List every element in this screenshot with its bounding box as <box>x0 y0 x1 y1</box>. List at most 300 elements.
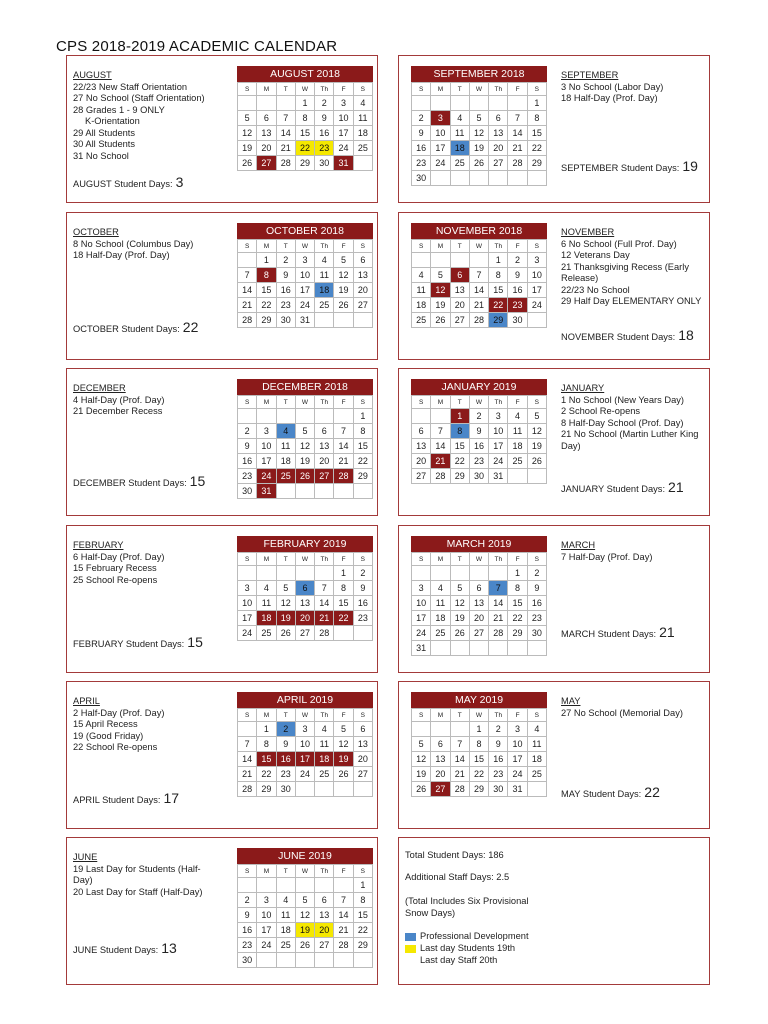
weekday-label: W <box>470 553 489 566</box>
student-days-value: 13 <box>161 940 177 956</box>
day-cell: 9 <box>277 737 296 752</box>
day-cell: 8 <box>296 111 315 126</box>
day-cell: 21 <box>238 298 257 313</box>
empty-day-cell <box>470 641 489 656</box>
day-cell: 10 <box>296 268 315 283</box>
day-cell: 23 <box>470 454 489 469</box>
day-cell: 28 <box>334 469 353 484</box>
day-cell: 7 <box>315 581 334 596</box>
weekday-label: S <box>528 83 547 96</box>
empty-day-cell <box>315 484 334 499</box>
weekday-label: W <box>296 83 315 96</box>
empty-day-cell <box>296 484 315 499</box>
day-cell: 29 <box>257 782 276 797</box>
day-cell: 15 <box>470 752 489 767</box>
student-days-label: FEBRUARY Student Days: <box>73 639 185 649</box>
empty-day-cell <box>315 878 334 893</box>
calendar-days-grid <box>411 708 547 797</box>
day-cell: 5 <box>296 893 315 908</box>
day-cell: 4 <box>315 722 334 737</box>
month-notes <box>73 540 218 586</box>
day-cell: 19 <box>412 767 431 782</box>
day-cell: 4 <box>528 722 547 737</box>
empty-day-cell <box>354 626 373 641</box>
day-cell: 17 <box>296 283 315 298</box>
day-cell: 17 <box>431 141 450 156</box>
empty-day-cell <box>412 253 431 268</box>
day-cell: 7 <box>431 424 450 439</box>
empty-day-cell <box>489 171 508 186</box>
day-cell: 26 <box>277 626 296 641</box>
legend-professional-label: Professional Development <box>420 931 529 941</box>
event-item: 19 Last Day for Students (Half-Day) <box>73 863 201 885</box>
day-cell: 15 <box>451 439 470 454</box>
day-cell: 24 <box>508 767 527 782</box>
day-cell: 6 <box>431 737 450 752</box>
day-cell: 5 <box>334 253 353 268</box>
calendar-days-grid <box>411 82 547 186</box>
month-panel-feb <box>66 525 378 673</box>
calendar-jun <box>237 848 373 968</box>
day-cell: 24 <box>257 938 276 953</box>
weekday-label: S <box>412 240 431 253</box>
day-cell: 18 <box>277 923 296 938</box>
day-cell: 17 <box>238 611 257 626</box>
day-cell: 30 <box>470 469 489 484</box>
day-cell: 10 <box>528 268 547 283</box>
empty-day-cell <box>431 722 450 737</box>
weekday-label: W <box>470 240 489 253</box>
day-cell: 12 <box>451 596 470 611</box>
calendar-header: FEBRUARY 2019 <box>237 536 373 552</box>
day-cell: 22 <box>334 611 353 626</box>
student-days <box>561 327 694 343</box>
day-cell: 22 <box>354 454 373 469</box>
weekday-label: T <box>277 396 296 409</box>
empty-day-cell <box>451 253 470 268</box>
empty-day-cell <box>489 641 508 656</box>
empty-day-cell <box>334 484 353 499</box>
day-cell: 4 <box>277 424 296 439</box>
day-cell: 8 <box>257 737 276 752</box>
calendar-header: MAY 2019 <box>411 692 547 708</box>
weekday-label: Th <box>315 553 334 566</box>
day-cell: 3 <box>257 893 276 908</box>
month-notes <box>561 696 706 719</box>
day-cell: 1 <box>451 409 470 424</box>
weekday-label: F <box>508 240 527 253</box>
day-cell: 29 <box>257 313 276 328</box>
day-cell: 26 <box>296 469 315 484</box>
empty-day-cell <box>508 469 527 484</box>
day-cell: 15 <box>354 908 373 923</box>
event-item: 4 Half-Day (Prof. Day) <box>73 394 165 405</box>
empty-day-cell <box>238 253 257 268</box>
day-cell: 7 <box>277 111 296 126</box>
day-cell: 15 <box>508 596 527 611</box>
day-cell: 3 <box>508 722 527 737</box>
event-item: 28 Grades 1 - 9 ONLY <box>73 104 165 115</box>
event-item: 2 Half-Day (Prof. Day) <box>73 707 165 718</box>
weekday-label: F <box>334 83 353 96</box>
day-cell: 13 <box>315 908 334 923</box>
day-cell: 6 <box>470 581 489 596</box>
day-cell: 7 <box>451 737 470 752</box>
day-cell: 4 <box>257 581 276 596</box>
day-cell: 8 <box>334 581 353 596</box>
day-cell: 15 <box>334 596 353 611</box>
weekday-label: T <box>451 396 470 409</box>
empty-day-cell <box>489 566 508 581</box>
day-cell: 8 <box>354 893 373 908</box>
weekday-label: W <box>470 396 489 409</box>
day-cell: 4 <box>451 111 470 126</box>
empty-day-cell <box>296 953 315 968</box>
weekday-label: W <box>470 83 489 96</box>
day-cell: 25 <box>257 626 276 641</box>
day-cell: 9 <box>238 908 257 923</box>
day-cell: 5 <box>296 424 315 439</box>
day-cell: 12 <box>470 126 489 141</box>
day-cell: 2 <box>238 893 257 908</box>
day-cell: 19 <box>277 611 296 626</box>
day-cell: 24 <box>489 454 508 469</box>
weekday-label: S <box>412 553 431 566</box>
day-cell: 12 <box>334 737 353 752</box>
day-cell: 1 <box>508 566 527 581</box>
weekday-label: S <box>354 83 373 96</box>
day-cell: 16 <box>238 454 257 469</box>
day-cell: 18 <box>354 126 373 141</box>
day-cell: 31 <box>489 469 508 484</box>
snow-days-note: (Total Includes Six Provisional Snow Days) <box>405 896 529 918</box>
calendar-header: AUGUST 2018 <box>237 66 373 82</box>
weekday-label: T <box>277 865 296 878</box>
day-cell: 26 <box>470 156 489 171</box>
day-cell: 18 <box>451 141 470 156</box>
day-cell: 30 <box>238 953 257 968</box>
calendar-header: OCTOBER 2018 <box>237 223 373 239</box>
month-name: OCTOBER <box>73 227 119 237</box>
weekday-label: F <box>508 709 527 722</box>
day-cell: 14 <box>315 596 334 611</box>
day-cell: 20 <box>431 767 450 782</box>
month-panel-may <box>398 681 710 829</box>
day-cell: 26 <box>334 767 353 782</box>
day-cell: 20 <box>354 283 373 298</box>
student-days-label: MARCH Student Days: <box>561 629 657 639</box>
empty-day-cell <box>277 566 296 581</box>
empty-day-cell <box>277 878 296 893</box>
month-panel-oct <box>66 212 378 360</box>
day-cell: 6 <box>354 253 373 268</box>
day-cell: 18 <box>315 752 334 767</box>
weekday-label: S <box>412 83 431 96</box>
weekday-label: M <box>257 709 276 722</box>
day-cell: 2 <box>489 722 508 737</box>
day-cell: 9 <box>238 439 257 454</box>
calendar-aug <box>237 66 373 171</box>
day-cell: 19 <box>451 611 470 626</box>
weekday-label: T <box>451 709 470 722</box>
event-item: 12 Veterans Day <box>561 250 630 260</box>
day-cell: 3 <box>257 424 276 439</box>
day-cell: 16 <box>470 439 489 454</box>
day-cell: 13 <box>315 439 334 454</box>
day-cell: 13 <box>257 126 276 141</box>
day-cell: 2 <box>412 111 431 126</box>
day-cell: 27 <box>431 782 450 797</box>
weekday-label: S <box>354 865 373 878</box>
day-cell: 30 <box>315 156 334 171</box>
empty-day-cell <box>431 409 450 424</box>
weekday-label: Th <box>489 240 508 253</box>
day-cell: 10 <box>412 596 431 611</box>
day-cell: 21 <box>334 923 353 938</box>
day-cell: 5 <box>238 111 257 126</box>
day-cell: 18 <box>528 752 547 767</box>
student-days-label: SEPTEMBER Student Days: <box>561 163 680 173</box>
event-item: 8 Half-Day School (Prof. Day) <box>561 417 684 428</box>
weekday-label: S <box>238 865 257 878</box>
day-cell: 15 <box>528 126 547 141</box>
day-cell: 14 <box>277 126 296 141</box>
event-item: 22 School Re-opens <box>73 742 158 752</box>
day-cell: 7 <box>334 893 353 908</box>
day-cell: 2 <box>238 424 257 439</box>
day-cell: 10 <box>238 596 257 611</box>
day-cell: 17 <box>489 439 508 454</box>
empty-day-cell <box>257 566 276 581</box>
day-cell: 21 <box>508 141 527 156</box>
day-cell: 19 <box>334 283 353 298</box>
weekday-label: S <box>528 396 547 409</box>
empty-day-cell <box>431 641 450 656</box>
weekday-label: S <box>354 553 373 566</box>
day-cell: 11 <box>277 908 296 923</box>
weekday-label: T <box>277 83 296 96</box>
calendar-days-grid <box>237 552 373 641</box>
day-cell: 3 <box>334 96 353 111</box>
month-panel-dec <box>66 368 378 516</box>
day-cell: 6 <box>315 893 334 908</box>
total-student-days: Total Student Days: 186 <box>405 850 504 860</box>
day-cell: 27 <box>315 938 334 953</box>
day-cell: 23 <box>489 767 508 782</box>
day-cell: 20 <box>315 923 334 938</box>
day-cell: 14 <box>451 752 470 767</box>
student-days-value: 22 <box>644 784 660 800</box>
day-cell: 28 <box>508 156 527 171</box>
empty-day-cell <box>334 782 353 797</box>
event-item: 2 School Re-opens <box>561 406 641 416</box>
day-cell: 4 <box>412 268 431 283</box>
day-cell: 23 <box>277 767 296 782</box>
day-cell: 31 <box>412 641 431 656</box>
day-cell: 8 <box>528 111 547 126</box>
day-cell: 7 <box>238 737 257 752</box>
day-cell: 9 <box>354 581 373 596</box>
day-cell: 31 <box>334 156 353 171</box>
day-cell: 19 <box>296 454 315 469</box>
month-panel-jun <box>66 837 378 985</box>
day-cell: 24 <box>334 141 353 156</box>
month-panel-aug <box>66 55 378 203</box>
event-item: 15 February Recess <box>73 563 157 573</box>
day-cell: 14 <box>508 126 527 141</box>
empty-day-cell <box>238 409 257 424</box>
legend-last-students-label: Last day Students 19th <box>420 943 516 953</box>
day-cell: 20 <box>412 454 431 469</box>
day-cell: 28 <box>431 469 450 484</box>
day-cell: 30 <box>489 782 508 797</box>
student-days-value: 18 <box>678 327 694 343</box>
day-cell: 12 <box>277 596 296 611</box>
weekday-label: F <box>334 709 353 722</box>
day-cell: 27 <box>451 313 470 328</box>
day-cell: 31 <box>508 782 527 797</box>
day-cell: 21 <box>489 611 508 626</box>
empty-day-cell <box>508 641 527 656</box>
weekday-label: S <box>528 709 547 722</box>
weekday-label: S <box>528 240 547 253</box>
event-item: 30 All Students <box>73 139 136 149</box>
day-cell: 23 <box>315 141 334 156</box>
empty-day-cell <box>508 96 527 111</box>
day-cell: 15 <box>296 126 315 141</box>
day-cell: 29 <box>354 938 373 953</box>
day-cell: 28 <box>238 313 257 328</box>
student-days <box>73 790 179 806</box>
day-cell: 11 <box>412 283 431 298</box>
page-title: CPS 2018-2019 ACADEMIC CALENDAR <box>56 38 338 55</box>
day-cell: 12 <box>528 424 547 439</box>
empty-day-cell <box>238 96 257 111</box>
day-cell: 25 <box>431 626 450 641</box>
day-cell: 2 <box>277 253 296 268</box>
day-cell: 3 <box>489 409 508 424</box>
calendar-mar <box>411 536 547 656</box>
day-cell: 15 <box>489 283 508 298</box>
day-cell: 10 <box>431 126 450 141</box>
event-item: K-Orientation <box>85 116 140 126</box>
empty-day-cell <box>277 409 296 424</box>
day-cell: 4 <box>508 409 527 424</box>
day-cell: 8 <box>489 268 508 283</box>
day-cell: 3 <box>296 722 315 737</box>
day-cell: 9 <box>489 737 508 752</box>
empty-day-cell <box>315 566 334 581</box>
weekday-label: W <box>470 709 489 722</box>
day-cell: 10 <box>257 439 276 454</box>
empty-day-cell <box>451 722 470 737</box>
day-cell: 16 <box>508 283 527 298</box>
day-cell: 13 <box>354 737 373 752</box>
empty-day-cell <box>257 878 276 893</box>
day-cell: 22 <box>489 298 508 313</box>
empty-day-cell <box>451 566 470 581</box>
empty-day-cell <box>354 156 373 171</box>
empty-day-cell <box>296 409 315 424</box>
legend-professional <box>405 931 529 941</box>
day-cell: 22 <box>528 141 547 156</box>
day-cell: 27 <box>354 767 373 782</box>
day-cell: 4 <box>431 581 450 596</box>
day-cell: 11 <box>354 111 373 126</box>
month-notes <box>561 227 706 308</box>
empty-day-cell <box>470 171 489 186</box>
weekday-label: F <box>334 396 353 409</box>
student-days-value: 17 <box>163 790 180 806</box>
month-panel-jan <box>398 368 710 516</box>
day-cell: 2 <box>315 96 334 111</box>
day-cell: 8 <box>354 424 373 439</box>
event-item: 18 Half-Day (Prof. Day) <box>561 93 658 103</box>
student-days <box>561 624 675 640</box>
day-cell: 18 <box>315 283 334 298</box>
weekday-label: S <box>238 83 257 96</box>
event-item: 29 All Students <box>73 127 136 138</box>
legend-blue-swatch <box>405 933 416 941</box>
weekday-label: T <box>277 709 296 722</box>
calendar-may <box>411 692 547 797</box>
calendar-days-grid <box>411 552 547 656</box>
day-cell: 28 <box>277 156 296 171</box>
day-cell: 30 <box>508 313 527 328</box>
day-cell: 26 <box>334 298 353 313</box>
day-cell: 25 <box>277 938 296 953</box>
month-name: JUNE <box>73 852 98 862</box>
empty-day-cell <box>528 641 547 656</box>
day-cell: 6 <box>489 111 508 126</box>
calendar-days-grid <box>237 82 373 171</box>
weekday-label: F <box>508 83 527 96</box>
day-cell: 26 <box>238 156 257 171</box>
day-cell: 16 <box>489 752 508 767</box>
day-cell: 20 <box>257 141 276 156</box>
student-days-label: MAY Student Days: <box>561 789 642 799</box>
day-cell: 27 <box>296 626 315 641</box>
month-notes <box>73 696 218 754</box>
day-cell: 25 <box>412 313 431 328</box>
day-cell: 11 <box>431 596 450 611</box>
day-cell: 31 <box>296 313 315 328</box>
month-notes <box>561 540 706 563</box>
month-panel-mar <box>398 525 710 673</box>
empty-day-cell <box>431 96 450 111</box>
calendar-header: DECEMBER 2018 <box>237 379 373 395</box>
empty-day-cell <box>470 566 489 581</box>
calendar-oct <box>237 223 373 328</box>
day-cell: 14 <box>334 908 353 923</box>
day-cell: 15 <box>257 283 276 298</box>
day-cell: 11 <box>315 737 334 752</box>
calendar-feb <box>237 536 373 641</box>
day-cell: 19 <box>334 752 353 767</box>
day-cell: 2 <box>470 409 489 424</box>
event-item: 6 Half-Day (Prof. Day) <box>73 551 165 562</box>
weekday-label: T <box>451 240 470 253</box>
weekday-label: M <box>431 396 450 409</box>
day-cell: 29 <box>528 156 547 171</box>
empty-day-cell <box>412 409 431 424</box>
calendar-header: MARCH 2019 <box>411 536 547 552</box>
day-cell: 11 <box>528 737 547 752</box>
month-name: SEPTEMBER <box>561 70 619 80</box>
day-cell: 5 <box>334 722 353 737</box>
day-cell: 14 <box>470 283 489 298</box>
day-cell: 7 <box>508 111 527 126</box>
